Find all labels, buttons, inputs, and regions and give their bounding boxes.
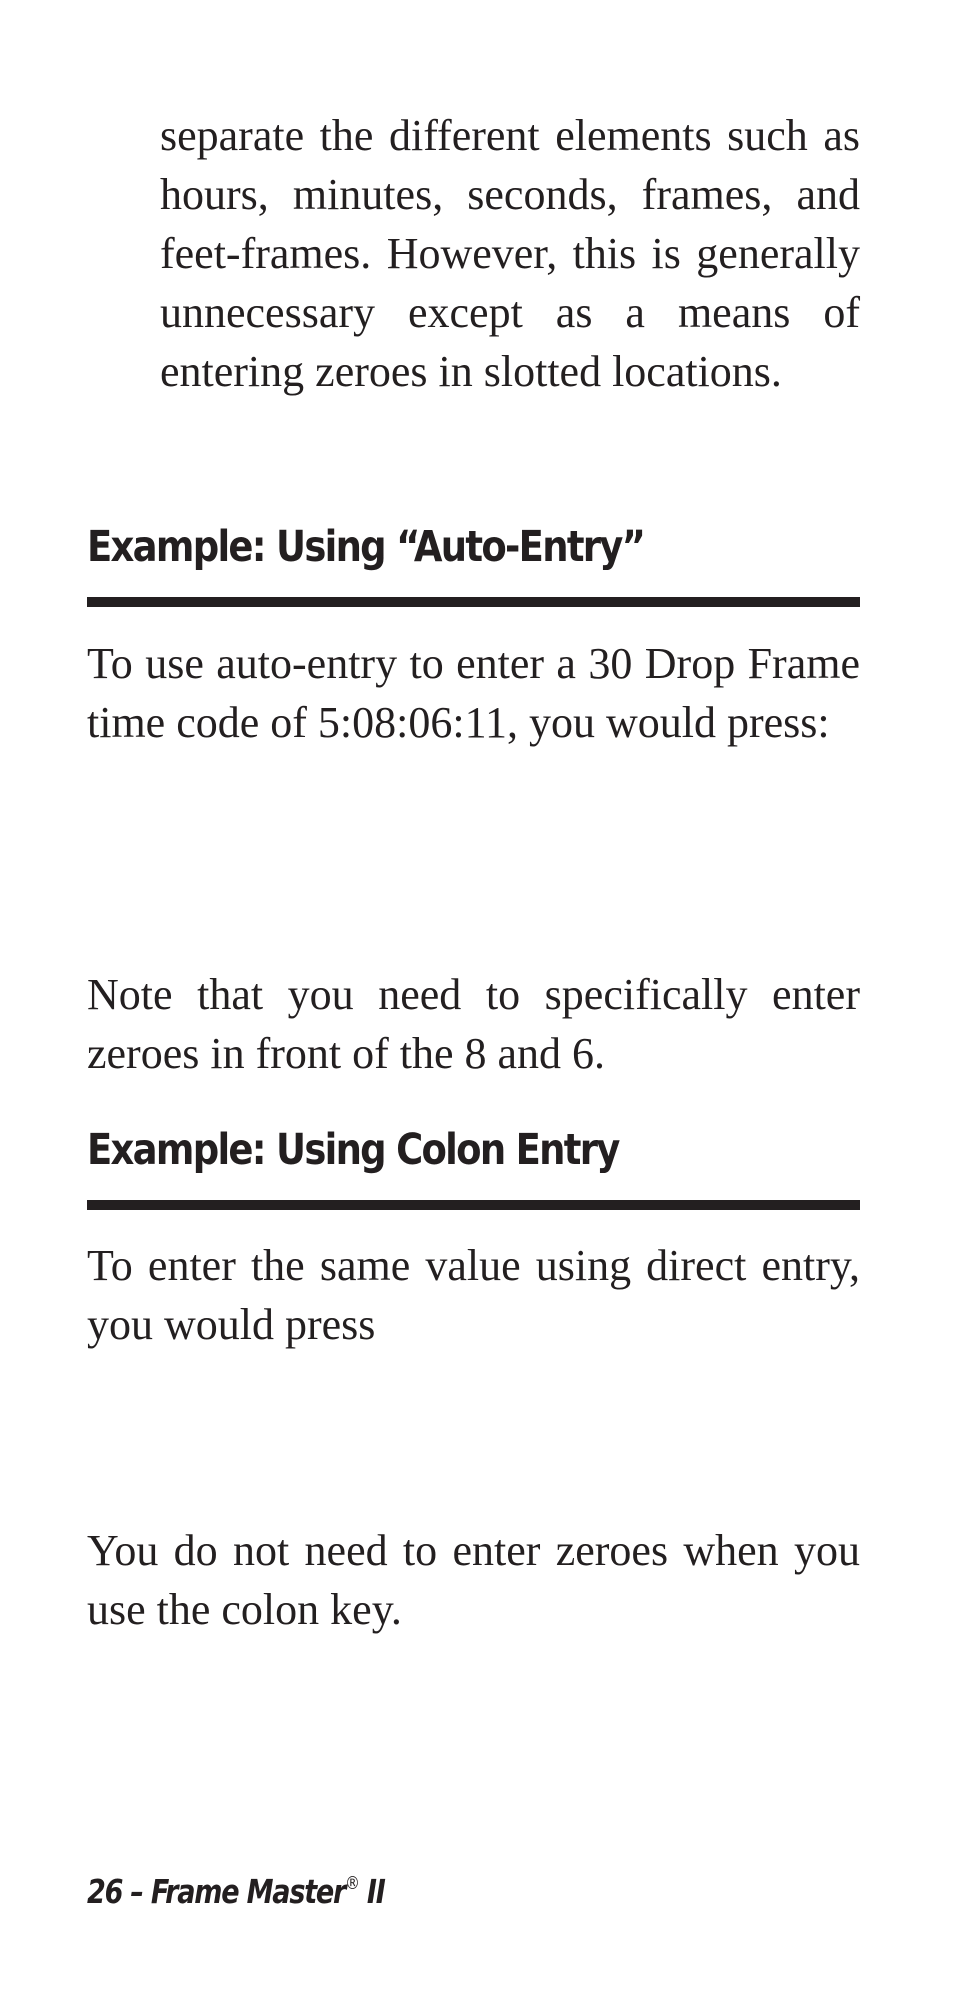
colon-entry-heading-rule	[87, 1200, 860, 1210]
page-footer	[87, 1872, 385, 1911]
footer-page-label: 26 – Frame Master	[87, 1872, 346, 1911]
colon-entry-heading: Example: Using Colon Entry	[87, 1125, 619, 1175]
auto-entry-heading: Example: Using “Auto-Entry”	[87, 522, 645, 572]
intro-continuation-paragraph: separate the different elements such as hours, minutes, seconds, frames, and feet-frames. However, this is generally unnecessary except as a means of entering zeroes in slotted locations.	[160, 111, 860, 396]
colon-entry-note-paragraph: You do not need to enter zeroes when you use the colon key.	[87, 1526, 860, 1634]
registered-trademark-mark: ®	[345, 1873, 359, 1894]
footer-model-suffix: II	[358, 1872, 385, 1911]
auto-entry-paragraph: To use auto-entry to enter a 30 Drop Frame time code of 5:08:06:11, you would press:	[87, 639, 860, 747]
auto-entry-note-paragraph: Note that you need to specifically enter zeroes in front of the 8 and 6.	[87, 970, 860, 1078]
colon-entry-paragraph: To enter the same value using direct entry, you would press	[87, 1241, 860, 1349]
auto-entry-heading-rule	[87, 597, 860, 607]
